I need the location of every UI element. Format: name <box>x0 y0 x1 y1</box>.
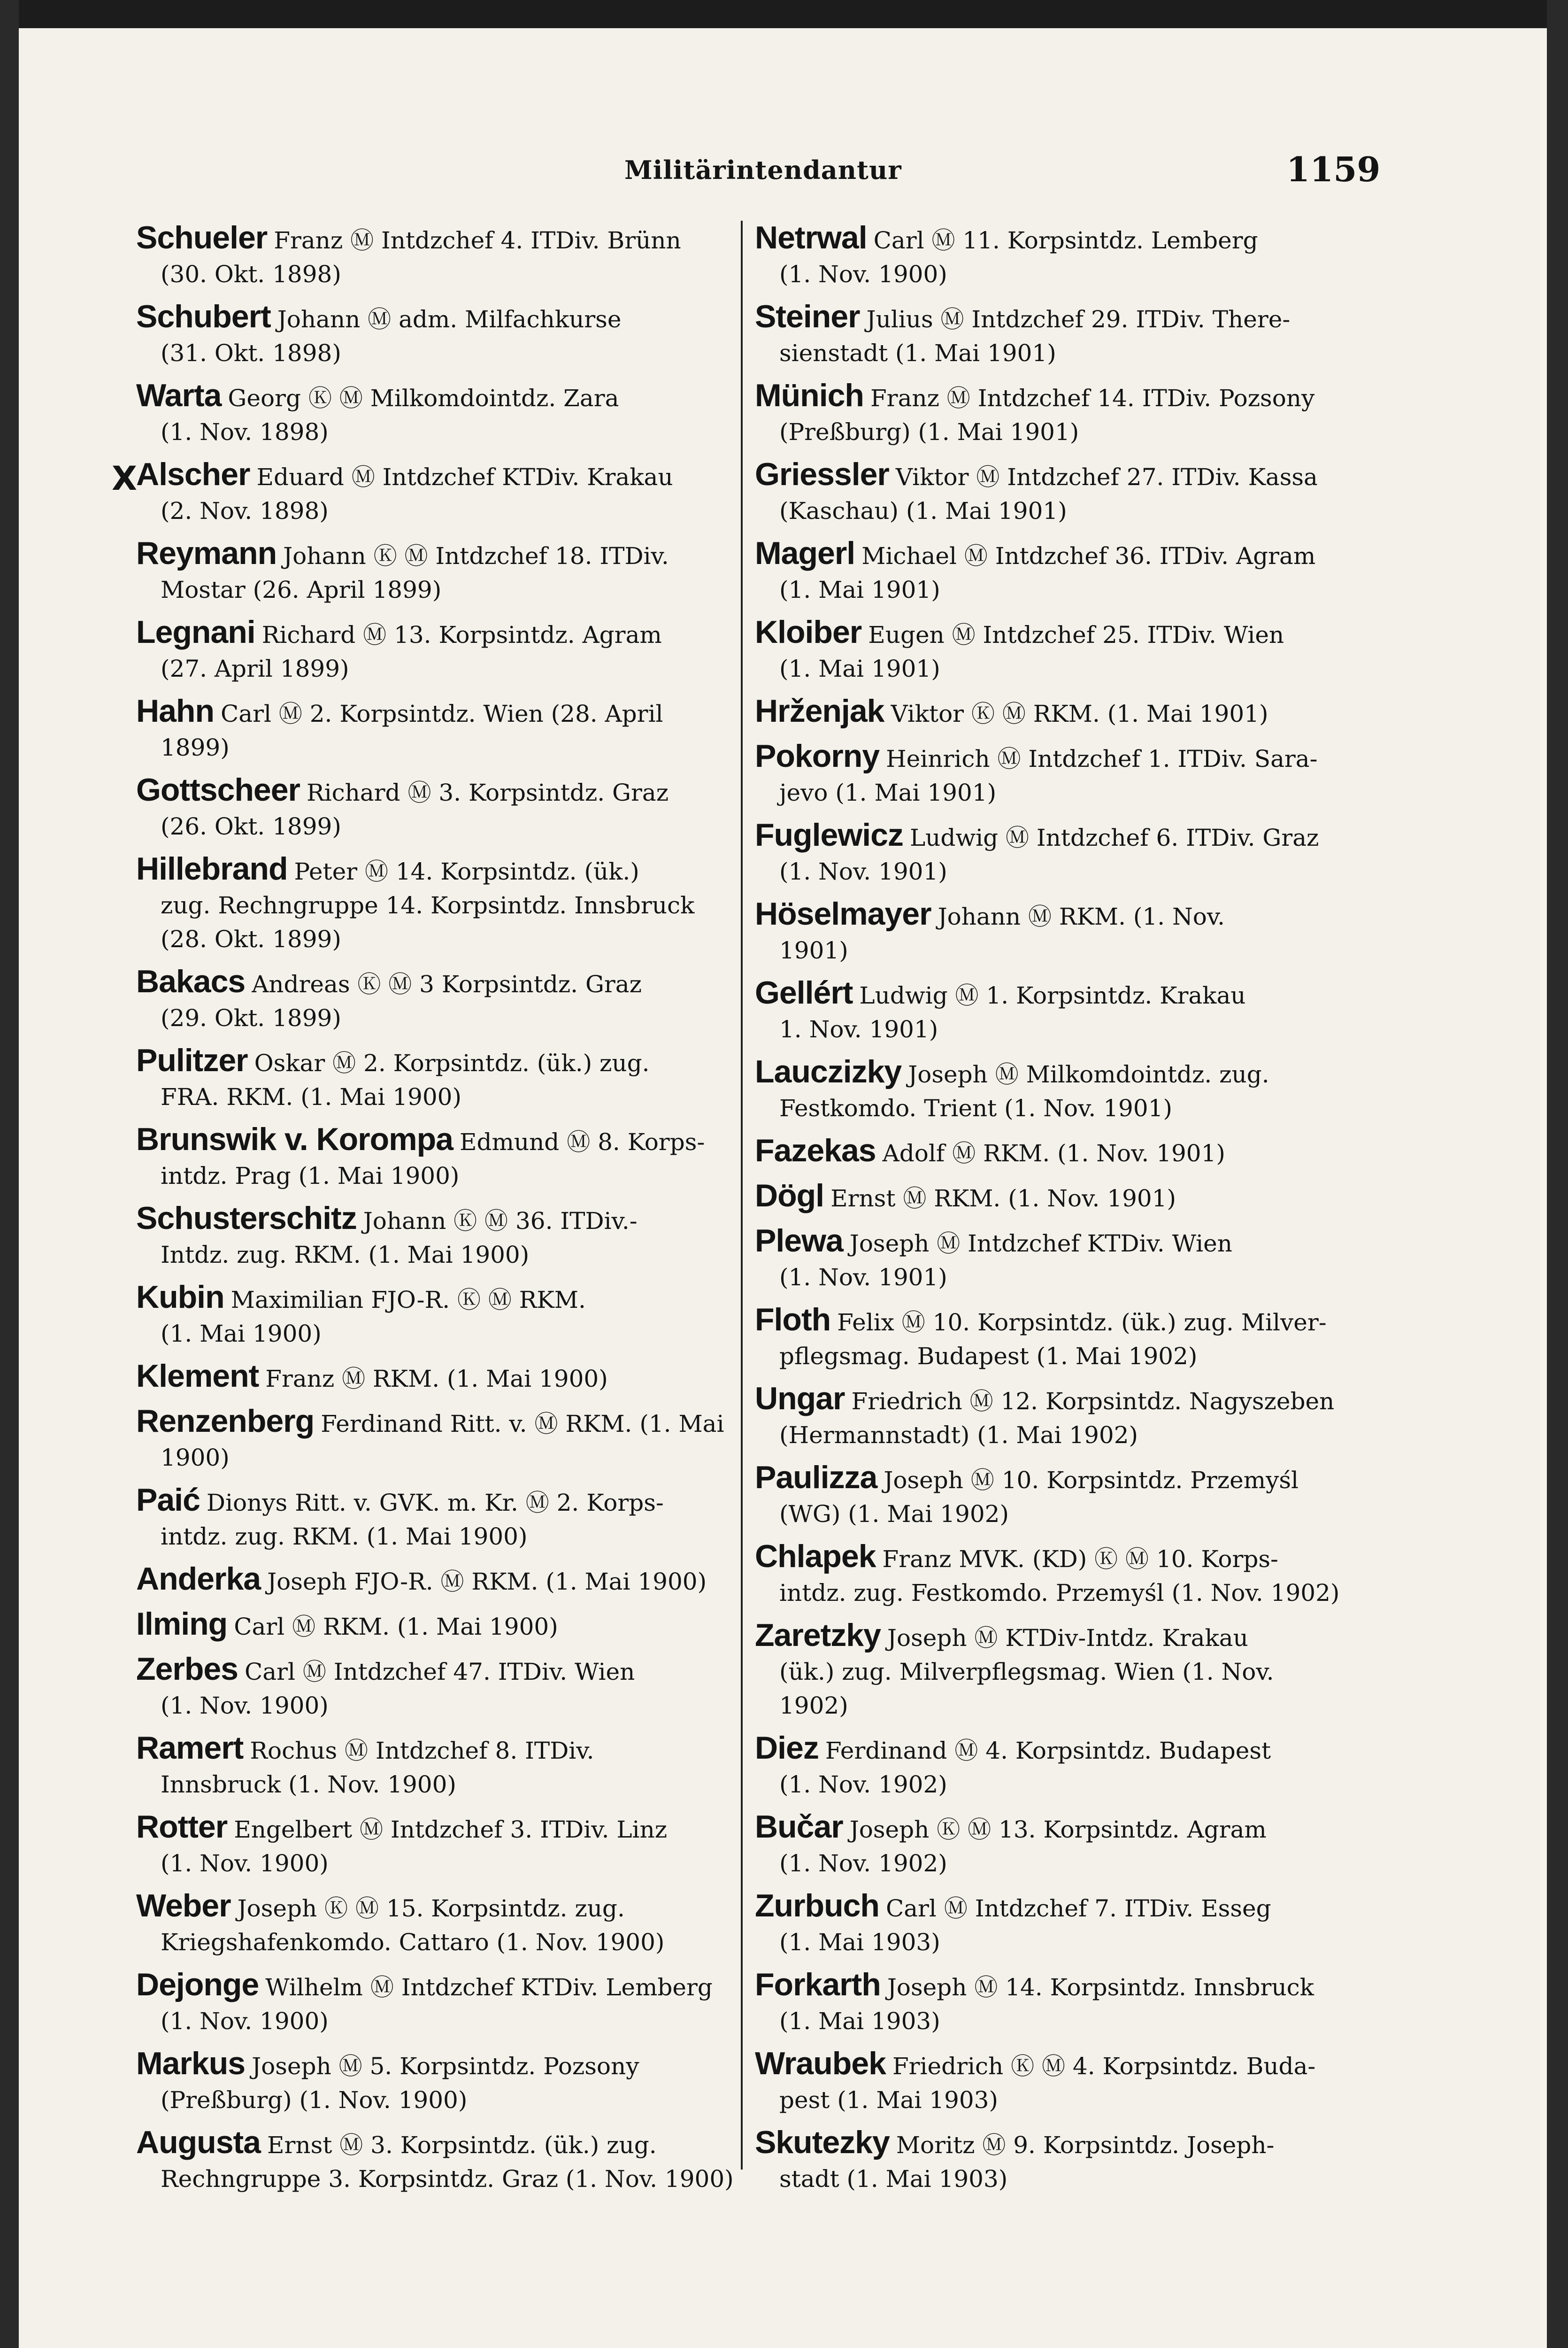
register-entry <box>136 1280 742 1351</box>
register-entry <box>755 1382 1360 1452</box>
entry-surname: Netrwal <box>755 220 867 255</box>
entry-line1: Eugen Ⓜ Intdzchef 25. ITDiv. Wien <box>868 621 1284 649</box>
entry-surname: Paulizza <box>755 1460 877 1495</box>
register-entry <box>755 2125 1360 2196</box>
entry-line1: Franz Ⓜ RKM. (1. Mai 1900) <box>265 1365 608 1392</box>
entry-line2: (Preßburg) (1. Nov. 1900) <box>161 2086 468 2114</box>
entry-line1: Joseph Ⓜ Milkomdointdz. zug. <box>908 1061 1269 1088</box>
entry-line1: Franz Ⓜ Intdzchef 14. ITDiv. Pozsony <box>870 385 1315 412</box>
entry-line2: (1. Nov. 1902) <box>779 1771 947 1798</box>
entry-surname: Hahn <box>136 693 214 729</box>
entry-line1: Carl Ⓜ RKM. (1. Mai 1900) <box>234 1613 558 1640</box>
entry-line2: pflegsmag. Budapest (1. Mai 1902) <box>779 1343 1198 1370</box>
entry-line1: Johann Ⓜ adm. Milfachkurse <box>277 306 622 333</box>
entry-line1: Adolf Ⓜ RKM. (1. Nov. 1901) <box>882 1140 1225 1167</box>
entry-line2: 1. Nov. 1901) <box>779 1016 938 1043</box>
entry-surname: Höselmayer <box>755 896 931 932</box>
entry-line2: (ük.) zug. Milverpflegsmag. Wien (1. Nov. <box>779 1658 1274 1685</box>
entry-line2: 1900) <box>161 1444 230 1471</box>
entry-surname: Bakacs <box>136 964 246 999</box>
register-entry <box>755 1539 1360 1610</box>
entry-line2: (1. Nov. 1900) <box>779 261 947 288</box>
entry-line1: Johann Ⓚ Ⓜ Intdzchef 18. ITDiv. <box>283 542 669 570</box>
register-entry <box>755 1968 1360 2038</box>
entry-line1: Georg Ⓚ Ⓜ Milkomdointdz. Zara <box>228 385 619 412</box>
register-entry <box>136 1889 742 1959</box>
entry-line2: Festkomdo. Trient (1. Nov. 1901) <box>779 1095 1172 1122</box>
scan-border-top <box>0 0 1568 28</box>
running-head: Militärintendantur <box>624 155 902 185</box>
entry-line1: Carl Ⓜ Intdzchef 7. ITDiv. Esseg <box>885 1895 1271 1922</box>
entry-line1: Joseph FJO-R. Ⓜ RKM. (1. Mai 1900) <box>267 1568 707 1595</box>
entry-line2: (1. Nov. 1901) <box>779 858 947 885</box>
entry-surname: Steiner <box>755 299 860 334</box>
entry-line2: (1. Nov. 1901) <box>779 1264 947 1291</box>
register-entry <box>755 378 1360 449</box>
entry-line2: jevo (1. Mai 1901) <box>779 779 997 806</box>
entry-surname: Hillebrand <box>136 851 288 887</box>
entry-line1: Joseph Ⓜ 5. Korpsintdz. Pozsony <box>252 2053 639 2080</box>
entry-line1: Maximilian FJO-R. Ⓚ Ⓜ RKM. <box>231 1286 586 1313</box>
entry-surname: Rotter <box>136 1809 228 1845</box>
entry-line1: Franz Ⓜ Intdzchef 4. ITDiv. Brünn <box>274 227 681 254</box>
entry-line1: Ferdinand Ⓜ 4. Korpsintdz. Budapest <box>825 1737 1271 1764</box>
entry-line2: (1. Nov. 1900) <box>161 1850 329 1877</box>
register-entry <box>755 1810 1360 1880</box>
register-entry <box>136 2125 742 2196</box>
entry-line1: Ferdinand Ritt. v. Ⓜ RKM. (1. Mai <box>321 1410 724 1437</box>
entry-surname: Kloiber <box>755 614 862 650</box>
register-entry <box>755 615 1360 686</box>
entry-surname: Schubert <box>136 299 271 334</box>
entry-surname: Münich <box>755 378 864 413</box>
register-entry <box>755 221 1360 291</box>
register-entry <box>136 1483 742 1553</box>
entry-line1: Michael Ⓜ Intdzchef 36. ITDiv. Agram <box>861 542 1316 570</box>
register-entry <box>136 457 742 528</box>
entry-line2: (29. Okt. 1899) <box>161 1004 341 1032</box>
entry-line1: Ernst Ⓜ 3. Korpsintdz. (ük.) zug. <box>267 2132 657 2159</box>
entry-surname: Paić <box>136 1482 200 1518</box>
register-entry <box>755 1134 1360 1170</box>
entry-line2: (1. Nov. 1898) <box>161 418 329 446</box>
entry-line2: (2. Nov. 1898) <box>161 497 329 525</box>
entry-surname: Kubin <box>136 1279 224 1315</box>
margin-x-mark: X <box>112 459 137 498</box>
register-entry <box>136 1043 742 1114</box>
register-entry <box>755 1731 1360 1801</box>
entry-line2: (Kaschau) (1. Mai 1901) <box>779 497 1067 525</box>
entry-line1: Joseph Ⓜ KTDiv-Intdz. Krakau <box>887 1624 1248 1652</box>
entry-surname: Forkarth <box>755 1967 881 2002</box>
register-entry <box>755 1618 1360 1722</box>
entry-surname: Ungar <box>755 1381 845 1416</box>
entry-line1: Ludwig Ⓜ 1. Korpsintdz. Krakau <box>859 982 1246 1009</box>
entry-surname: Renzenberg <box>136 1403 315 1439</box>
register-entry <box>136 1607 742 1644</box>
entry-line1: Joseph Ⓜ Intdzchef KTDiv. Wien <box>849 1230 1232 1257</box>
entry-surname: Gellért <box>755 975 853 1011</box>
register-entry <box>755 1460 1360 1531</box>
entry-surname: Dögl <box>755 1178 824 1213</box>
entry-line1: Ludwig Ⓜ Intdzchef 6. ITDiv. Graz <box>909 824 1319 851</box>
scan-border-left <box>0 0 19 2348</box>
entry-line2: (Hermannstadt) (1. Mai 1902) <box>779 1421 1138 1449</box>
entry-line2: FRA. RKM. (1. Mai 1900) <box>161 1083 461 1111</box>
register-entry <box>755 536 1360 607</box>
left-column <box>136 221 742 2204</box>
register-entry <box>136 300 742 370</box>
entry-line1: Carl Ⓜ Intdzchef 47. ITDiv. Wien <box>245 1658 635 1685</box>
entry-line2: (1. Mai 1901) <box>779 576 940 603</box>
entry-line1: Felix Ⓜ 10. Korpsintdz. (ük.) zug. Milver- <box>837 1309 1327 1336</box>
register-entry <box>755 1179 1360 1215</box>
register-entry <box>755 818 1360 888</box>
register-entry <box>755 457 1360 528</box>
entry-line1: Wilhelm Ⓜ Intdzchef KTDiv. Lemberg <box>265 1974 713 2001</box>
register-entry <box>755 1303 1360 1373</box>
entry-surname: Fuglewicz <box>755 817 903 853</box>
entry-line2: Intdz. zug. RKM. (1. Mai 1900) <box>161 1241 530 1268</box>
entry-line2: (31. Okt. 1898) <box>161 340 341 367</box>
entry-surname: Legnani <box>136 614 255 650</box>
entry-line1: Joseph Ⓚ Ⓜ 13. Korpsintdz. Agram <box>849 1816 1267 1843</box>
entry-line1: Joseph Ⓜ 10. Korpsintdz. Przemyśl <box>884 1467 1299 1494</box>
entry-line1: Carl Ⓜ 11. Korpsintdz. Lemberg <box>873 227 1258 254</box>
register-entry <box>136 852 742 956</box>
entry-line2: (1. Mai 1903) <box>779 1929 940 1956</box>
entry-line2: Kriegshafenkomdo. Cattaro (1. Nov. 1900) <box>161 1929 665 1956</box>
page-number: 1159 <box>1286 149 1381 189</box>
entry-surname: Markus <box>136 2046 246 2081</box>
entry-line1: Ernst Ⓜ RKM. (1. Nov. 1901) <box>830 1185 1176 1212</box>
register-entry <box>136 2047 742 2117</box>
right-column <box>755 221 1360 2204</box>
entry-surname: Warta <box>136 378 222 413</box>
register-entry <box>136 615 742 686</box>
entry-line1: Andreas Ⓚ Ⓜ 3 Korpsintdz. Graz <box>252 971 642 998</box>
entry-line2: (1. Nov. 1900) <box>161 1692 329 1719</box>
entry-line2: intdz. Prag (1. Mai 1900) <box>161 1162 460 1189</box>
entry-surname: Schusterschitz <box>136 1200 357 1236</box>
entry-line2: (1. Mai 1900) <box>161 1320 322 1347</box>
entry-line1: Richard Ⓜ 13. Korpsintdz. Agram <box>261 621 662 649</box>
entry-line1: Oskar Ⓜ 2. Korpsintdz. (ük.) zug. <box>254 1050 650 1077</box>
entry-surname: Lauczizky <box>755 1054 902 1089</box>
register-entry <box>755 976 1360 1046</box>
entry-line2: Innsbruck (1. Nov. 1900) <box>161 1771 456 1798</box>
entry-line1: Eduard Ⓜ Intdzchef KTDiv. Krakau <box>256 463 673 491</box>
entry-line2: zug. Rechngruppe 14. Korpsintdz. Innsbruck <box>161 892 695 919</box>
entry-line1: Viktor Ⓜ Intdzchef 27. ITDiv. Kassa <box>895 463 1318 491</box>
entry-line1: Richard Ⓜ 3. Korpsintdz. Graz <box>307 779 669 806</box>
entry-surname: Pulitzer <box>136 1043 248 1078</box>
register-entry <box>136 1404 742 1475</box>
entry-line2: (Preßburg) (1. Mai 1901) <box>779 418 1079 446</box>
register-entry <box>136 1201 742 1272</box>
entry-surname: Gottscheer <box>136 772 300 808</box>
register-entry <box>136 1122 742 1193</box>
entry-line1: Franz MVK. (KD) Ⓚ Ⓜ 10. Korps- <box>882 1545 1278 1573</box>
entry-line2: (27. April 1899) <box>161 655 349 682</box>
entry-surname: Klement <box>136 1358 259 1394</box>
entry-surname: Brunswik v. Korompa <box>136 1121 453 1157</box>
column-divider <box>741 221 743 2170</box>
entry-surname: Ilming <box>136 1606 228 1642</box>
entry-surname: Fazekas <box>755 1133 876 1168</box>
entry-line2: (1. Mai 1901) <box>779 655 940 682</box>
entry-surname: Wraubek <box>755 2046 886 2081</box>
entry-surname: Reymann <box>136 535 277 571</box>
entry-line1: Peter Ⓜ 14. Korpsintdz. (ük.) <box>294 858 639 885</box>
entry-line1: Engelbert Ⓜ Intdzchef 3. ITDiv. Linz <box>234 1816 668 1843</box>
scan-border-right <box>1547 0 1568 2348</box>
register-entry <box>136 694 742 765</box>
register-entry <box>755 2047 1360 2117</box>
register-entry <box>755 897 1360 967</box>
entry-line1: Friedrich Ⓚ Ⓜ 4. Korpsintdz. Buda- <box>892 2053 1316 2080</box>
entry-surname: Skutezky <box>755 2124 890 2160</box>
entry-line3: (28. Okt. 1899) <box>161 926 341 953</box>
entry-line2: (30. Okt. 1898) <box>161 261 341 288</box>
register-entry <box>136 773 742 843</box>
entry-line2: (WG) (1. Mai 1902) <box>779 1500 1009 1528</box>
entry-surname: Hrženjak <box>755 693 884 729</box>
entry-line2: intdz. zug. Festkomdo. Przemyśl (1. Nov. 1902) <box>779 1579 1340 1607</box>
register-entry <box>136 1810 742 1880</box>
entry-line1: Joseph Ⓜ 14. Korpsintdz. Innsbruck <box>887 1974 1314 2001</box>
entry-line1: Friedrich Ⓜ 12. Korpsintdz. Nagyszeben <box>851 1388 1335 1415</box>
register-entry <box>136 221 742 291</box>
register-entry <box>755 300 1360 370</box>
entry-surname: Bučar <box>755 1809 843 1845</box>
entry-line1: Julius Ⓜ Intdzchef 29. ITDiv. There- <box>866 306 1291 333</box>
entry-line1: Dionys Ritt. v. GVK. m. Kr. Ⓜ 2. Korps- <box>206 1489 664 1516</box>
entry-line2: Rechngruppe 3. Korpsintdz. Graz (1. Nov. 1900) <box>161 2165 734 2193</box>
register-entry <box>136 1731 742 1801</box>
entry-surname: Augusta <box>136 2124 261 2160</box>
entry-surname: Alscher <box>136 456 250 492</box>
entry-surname: Magerl <box>755 535 855 571</box>
register-entry <box>755 1055 1360 1125</box>
entry-surname: Anderka <box>136 1561 261 1597</box>
entry-surname: Zerbes <box>136 1651 238 1687</box>
entry-surname: Chlapek <box>755 1538 876 1574</box>
entry-line2: (1. Mai 1903) <box>779 2008 940 2035</box>
entry-line1: Johann Ⓚ Ⓜ 36. ITDiv.- <box>363 1207 638 1235</box>
entry-surname: Pokorny <box>755 738 880 774</box>
entry-surname: Weber <box>136 1888 231 1923</box>
register-entry <box>136 378 742 449</box>
entry-line2: stadt (1. Mai 1903) <box>779 2165 1008 2193</box>
entry-surname: Zaretzky <box>755 1617 881 1653</box>
entry-line2: (1. Nov. 1900) <box>161 2008 329 2035</box>
entry-line1: Edmund Ⓜ 8. Korps- <box>459 1128 705 1156</box>
entry-line2: 1901) <box>779 937 848 964</box>
entry-line1: Rochus Ⓜ Intdzchef 8. ITDiv. <box>250 1737 594 1764</box>
entry-line2: intdz. zug. RKM. (1. Mai 1900) <box>161 1523 528 1550</box>
entry-line1: Moritz Ⓜ 9. Korpsintdz. Joseph- <box>896 2132 1275 2159</box>
register-entry <box>755 739 1360 810</box>
entry-line2: (1. Nov. 1902) <box>779 1850 947 1877</box>
register-entry <box>136 1562 742 1599</box>
entry-surname: Floth <box>755 1302 831 1337</box>
register-entry <box>136 536 742 607</box>
entry-line1: Heinrich Ⓜ Intdzchef 1. ITDiv. Sara- <box>886 745 1318 772</box>
entry-line2: sienstadt (1. Mai 1901) <box>779 340 1056 367</box>
entry-surname: Schueler <box>136 220 268 255</box>
register-entry <box>136 1359 742 1396</box>
entry-line3: 1902) <box>779 1692 848 1719</box>
entry-line2: 1899) <box>161 734 230 761</box>
entry-surname: Griessler <box>755 456 889 492</box>
entry-surname: Diez <box>755 1730 819 1766</box>
register-entry <box>136 1652 742 1722</box>
entry-line1: Viktor Ⓚ Ⓜ RKM. (1. Mai 1901) <box>891 700 1268 727</box>
entry-line2: pest (1. Mai 1903) <box>779 2086 998 2114</box>
entry-line2: (26. Okt. 1899) <box>161 813 341 840</box>
entry-line1: Joseph Ⓚ Ⓜ 15. Korpsintdz. zug. <box>237 1895 625 1922</box>
register-entry <box>136 965 742 1035</box>
entry-surname: Zurbuch <box>755 1888 879 1923</box>
entry-line1: Johann Ⓜ RKM. (1. Nov. <box>938 903 1225 930</box>
entry-line1: Carl Ⓜ 2. Korpsintdz. Wien (28. April <box>221 700 663 727</box>
entry-surname: Dejonge <box>136 1967 259 2002</box>
entry-surname: Ramert <box>136 1730 244 1766</box>
register-entry <box>755 694 1360 731</box>
register-entry <box>136 1968 742 2038</box>
register-entry <box>755 1889 1360 1959</box>
register-entry <box>755 1224 1360 1294</box>
entry-line2: Mostar (26. April 1899) <box>161 576 442 603</box>
entry-surname: Plewa <box>755 1223 843 1259</box>
